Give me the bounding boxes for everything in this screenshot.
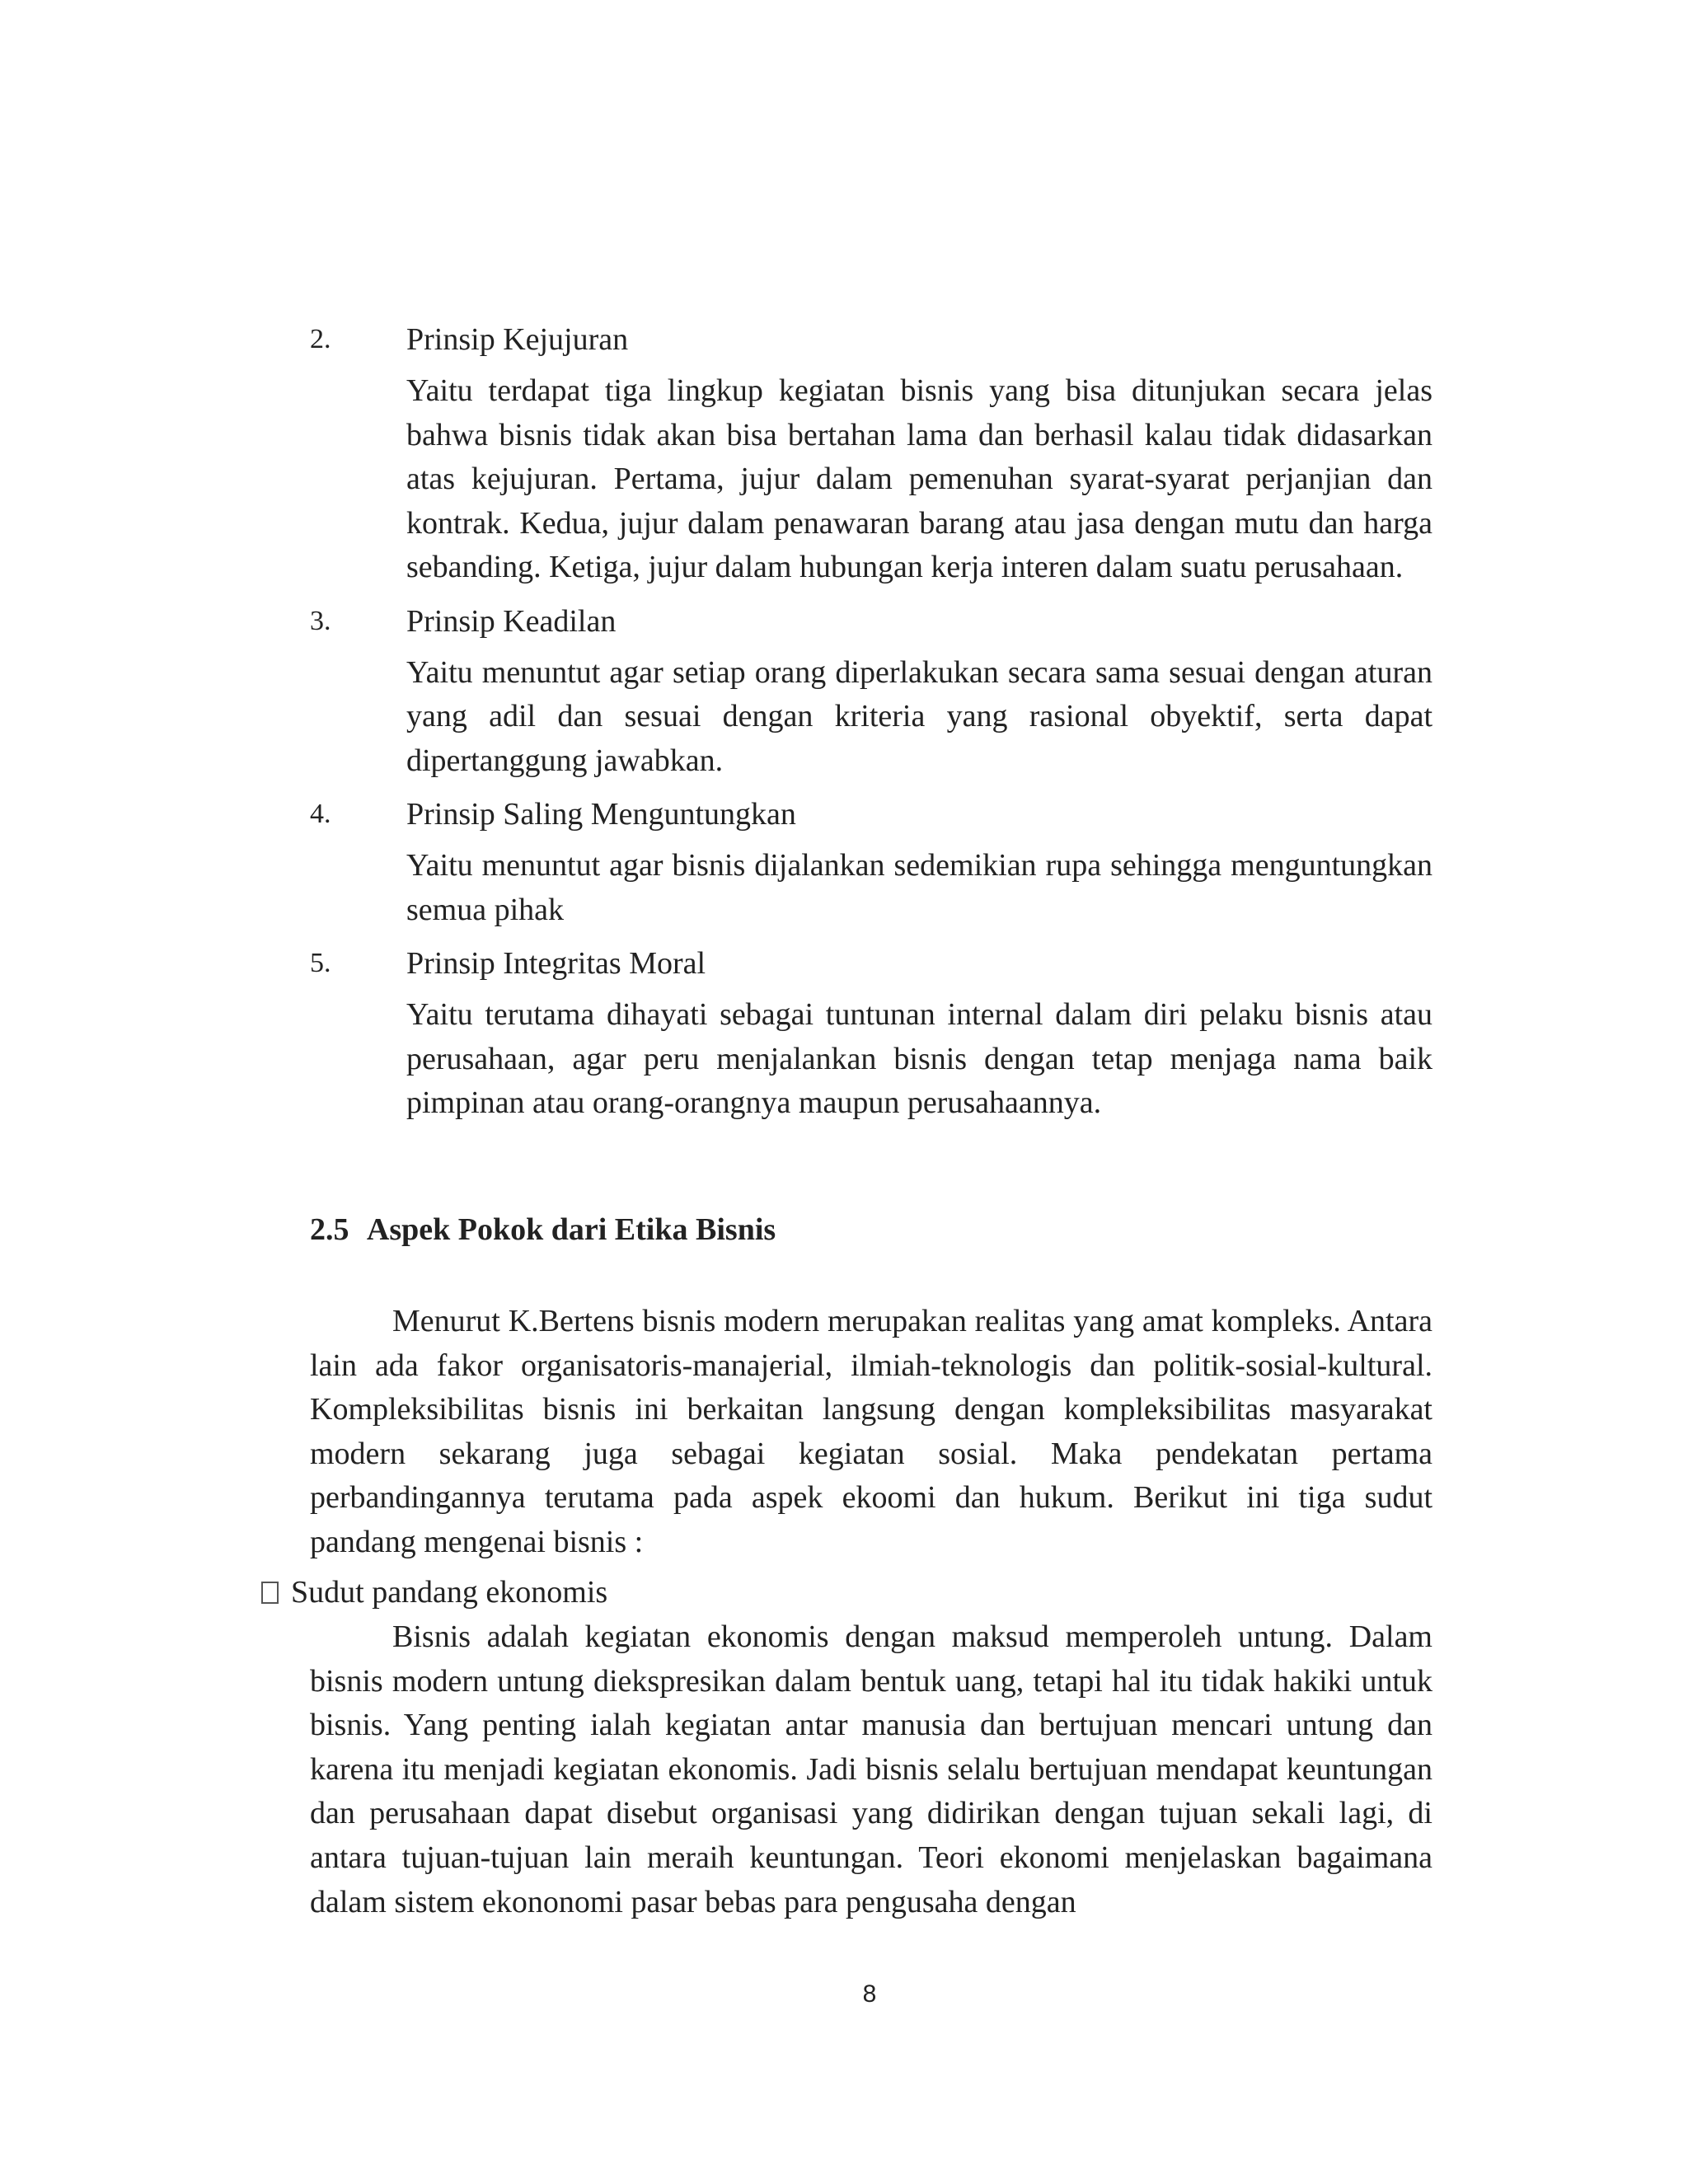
list-item-body: Yaitu menuntut agar bisnis dijalankan sedemikian rupa sehingga menguntungkan semua pihak [406, 848, 1432, 927]
bullet-item [261, 1570, 607, 1615]
list-item-number: 4. [310, 799, 331, 829]
checkbox-bullet-icon [261, 1582, 279, 1604]
list-item-body: Yaitu terutama dihayati sebagai tuntunan internal dalam diri pelaku bisnis atau perusahaan, agar peru menjalankan bisnis dengan tetap menjaga nama baik pimpinan atau orang-orangnya maupun perusahaannya. [406, 997, 1432, 1120]
body-paragraph: Bisnis adalah kegiatan ekonomis dengan maksud memperoleh untung. Dalam bisnis modern untung diekspresikan dalam bentuk uang, tetapi hal itu tidak hakiki untuk bisnis. Yang penting ialah kegiatan antar manusia dan bertujuan mencari untung dan karena itu menjadi kegiatan ekonomis. Jadi bisnis selalu bertujuan mendapat keuntungan dan perusahaan dapat disebut organisasi yang didirikan dengan tujuan sekali lagi, di antara tujuan-tujuan lain meraih keuntungan. Teori ekonomi menjelaskan bagaimana dalam sistem ekononomi pasar bebas para pengusaha dengan [310, 1619, 1432, 1919]
list-item-number: 5. [310, 948, 331, 978]
list-item-heading [310, 941, 1432, 986]
list-item-body: Yaitu menuntut agar setiap orang diperlakukan secara sama sesuai dengan aturan yang adil dan sesuai dengan kriteria yang rasional obyektif, serta dapat dipertanggung jawabkan. [406, 654, 1432, 778]
list-item-title: Prinsip Kejujuran [406, 322, 629, 357]
list-item-title: Prinsip Integritas Moral [406, 946, 706, 981]
principles-list [310, 317, 1432, 1126]
page-number: 8 [862, 1980, 877, 2008]
section-title: Aspek Pokok dari Etika Bisnis [366, 1212, 776, 1247]
list-item-heading [310, 317, 1432, 362]
body-paragraph: Menurut K.Bertens bisnis modern merupakan realitas yang amat kompleks. Antara lain ada fakor organisatoris-manajerial, ilmiah-teknologis dan politik-sosial-kultural. Kompleksibilitas bisnis ini berkaitan langsung dengan kompleksibilitas masyarakat modern sekarang juga sebagai kegiatan sosial. Maka pendekatan pertama perbandingannya terutama pada aspek ekoomi dan hukum. Berikut ini tiga sudut pandang mengenai bisnis : [310, 1304, 1432, 1559]
list-item-title: Prinsip Keadilan [406, 603, 617, 639]
list-item-body: Yaitu terdapat tiga lingkup kegiatan bisnis yang bisa ditunjukan secara jelas bahwa bisnis tidak akan bisa bertahan lama dan berhasil kalau tidak didasarkan atas kejujuran. Pertama, jujur dalam pemenuhan syarat-syarat perjanjian dan kontrak. Kedua, jujur dalam penawaran barang atau jasa dengan mutu dan harga sebanding. Ketiga, jujur dalam hubungan kerja interen dalam suatu perusahaan. [406, 373, 1432, 584]
bullet-text: Sudut pandang ekonomis [291, 1575, 608, 1610]
list-item-heading [310, 599, 1432, 644]
section-number: 2.5 [310, 1212, 349, 1247]
list-item-title: Prinsip Saling Menguntungkan [406, 797, 796, 832]
list-item-number: 3. [310, 605, 331, 636]
list-item-number: 2. [310, 324, 331, 354]
section-heading [310, 1207, 776, 1252]
list-item-heading [310, 792, 1432, 837]
